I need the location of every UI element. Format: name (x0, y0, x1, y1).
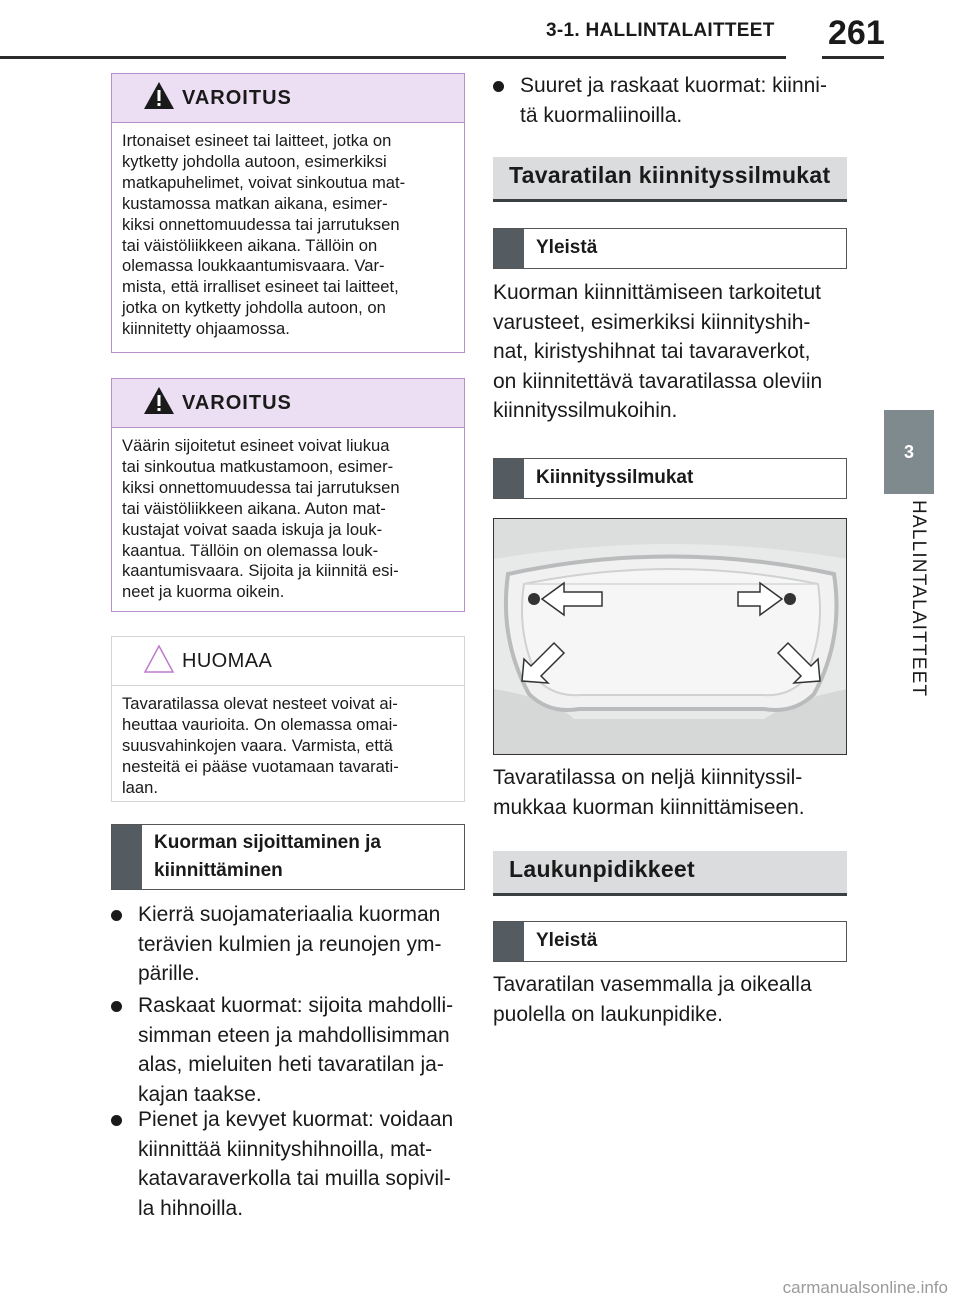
warning-header (112, 74, 464, 123)
bullet-dot (111, 1001, 122, 1012)
anchor-point (784, 593, 796, 605)
warning-title: VAROITUS (182, 392, 292, 414)
warning-triangle-icon (142, 80, 176, 112)
subheading-general (493, 921, 847, 962)
warning-header (112, 379, 464, 428)
heading-line-2: kiinnittäminen (154, 860, 283, 881)
notice-text: Tavaratilassa olevat nesteet voivat ai- heuttaa vaurioita. On olemassa omai- suusvahinkojen vaara. Varmista, että nesteitä ei pääse vuotamaan tavarati- laan. (122, 694, 399, 797)
bullet-item: Kierrä suojamateriaalia kuorman terävien kulmien ja reunojen ym- pärille. (138, 903, 442, 986)
warning-text: Väärin sijoitetut esineet voivat liukua tai sinkoutua matkustamoon, esimer- kiksi onnettomuudessa tai jarrutuksen tai väistöliikkeen aikana. Auton mat- kustajat voivat saada iskuja ja louk- kaantua. Tällöin on olemassa louk- kaantumisvaara. Sijoita ja kiinnitä esi- neet ja kuorma oikein. (122, 436, 400, 602)
subheading-text: Kiinnityssilmukat (536, 467, 694, 488)
anchor-point (528, 593, 540, 605)
subheading-text: Yleistä (536, 237, 598, 258)
section-heading-text: Laukunpidikkeet (509, 856, 695, 882)
section-heading-text: Tavaratilan kiinnityssilmukat (509, 162, 831, 188)
notice-header (112, 637, 464, 686)
notice-box (111, 636, 465, 802)
bullet-dot (111, 910, 122, 921)
cargo-area-drawing (494, 519, 847, 755)
chapter-number: 3 (903, 441, 914, 462)
watermark: carmanualsonline.info (782, 1278, 948, 1297)
subheading-general (493, 228, 847, 269)
section-title: 3-1. HALLINTALAITTEET (546, 20, 775, 41)
bullet-dot (493, 81, 504, 92)
header-rule (0, 56, 884, 59)
bullet-item: Pienet ja kevyet kuormat: voidaan kiinnittää kiinnityshihnoilla, mat- katavaraverkolla tai muilla sopivil- la hihnoilla. (138, 1108, 454, 1220)
page-number: 261 (828, 14, 885, 52)
subheading-text: Yleistä (536, 930, 598, 951)
chapter-label: HALLINTALAITTEET (908, 500, 929, 698)
bullet-item: Raskaat kuormat: sijoita mahdolli- simman eteen ja mahdollisimman alas, mieluiten heti tavaratilan ja- kajan taakse. (138, 994, 454, 1106)
section-heading-bag-holders (493, 851, 847, 896)
heading-bar (112, 825, 142, 889)
header-rule-gap (786, 52, 822, 62)
section-heading-anchors (493, 157, 847, 202)
warning-box-1 (111, 73, 465, 353)
paragraph: Tavaratilassa on neljä kiinnityssil- mukkaa kuorman kiinnittämiseen. (493, 766, 805, 819)
heading-line-1: Kuorman sijoittaminen ja (154, 832, 381, 853)
paragraph: Tavaratilan vasemmalla ja oikealla puolella on laukunpidike. (493, 973, 812, 1026)
chapter-tab[interactable] (884, 410, 934, 494)
subheading-anchors (493, 458, 847, 499)
heading-bar (494, 459, 524, 498)
heading-bar (494, 229, 524, 268)
heading-cargo-placement (111, 824, 465, 890)
warning-text: Irtonaiset esineet tai laitteet, jotka on kytketty johdolla autoon, esimerkiksi matkapuhelimet, voivat sinkoutua mat- kustamossa matkan aikana, esimer- kiksi onnettomuudessa tai jarrutuksen tai väistöliikkeen aikana. Tällöin on olemassa loukkaantumisvaara. Var- mista, että irralliset esineet tai laitteet, jotka on kytketty johdolla autoon, on kiinnitetty ohjaamossa. (122, 131, 406, 339)
paragraph: Kuorman kiinnittämiseen tarkoitetut varusteet, esimerkiksi kiinnityshih- nat, kiristyshihnat tai tavaraverkot, on kiinnitettävä tavaratilassa oleviin kiinnityssilmukoihin. (493, 281, 823, 423)
warning-title: VAROITUS (182, 87, 292, 109)
heading-bar (494, 922, 524, 961)
cargo-area-illustration (493, 518, 847, 755)
bullet-item: Suuret ja raskaat kuormat: kiinni- tä kuormaliinoilla. (520, 74, 827, 127)
bullet-dot (111, 1115, 122, 1126)
warning-triangle-icon (142, 385, 176, 417)
notice-title: HUOMAA (182, 650, 273, 672)
caution-triangle-icon (142, 643, 176, 675)
warning-box-2 (111, 378, 465, 612)
